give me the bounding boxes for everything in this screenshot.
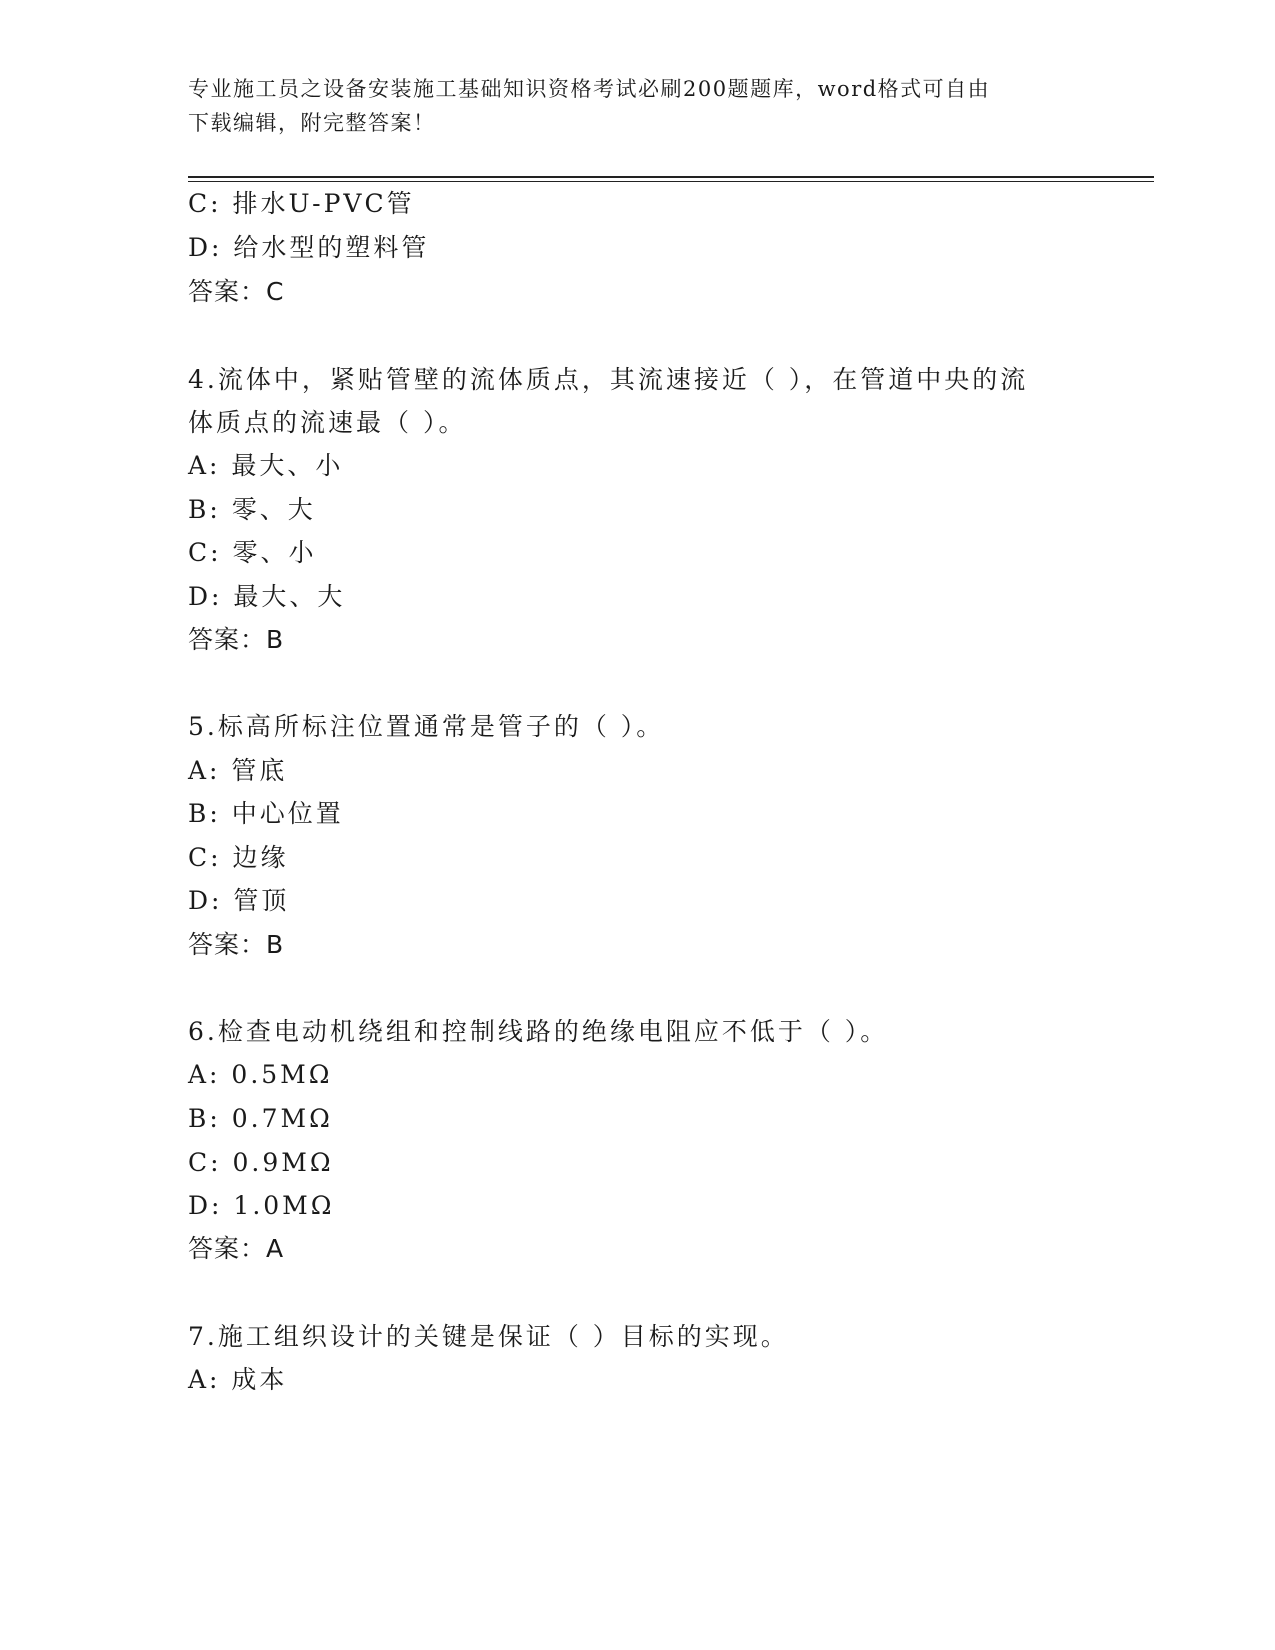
q6-option-a: A: 0.5MΩ	[188, 1060, 333, 1089]
q4-stem-line-2: 体质点的流速最（ ）。	[188, 408, 467, 437]
q6-option-c: C: 0.9MΩ	[188, 1148, 334, 1177]
q7-option-a: A: 成本	[188, 1365, 288, 1394]
q5-option-c: C: 边缘	[188, 843, 289, 872]
q6-stem: 6.检查电动机绕组和控制线路的绝缘电阻应不低于（ ）。	[188, 1017, 889, 1046]
q4-option-c: C: 零、小	[188, 538, 317, 567]
header-line-2: 下载编辑，附完整答案！	[188, 111, 436, 135]
q4-option-a: A: 最大、小	[188, 451, 344, 480]
document-header	[188, 72, 1068, 140]
q4-option-d: D: 最大、大	[188, 582, 346, 611]
q5-option-a: A: 管底	[188, 756, 288, 785]
q4-stem-line-1: 4.流体中，紧贴管壁的流体质点，其流速接近（ ），在管道中央的流	[188, 365, 1029, 394]
q4-answer: 答案：B	[188, 625, 285, 654]
q3-option-c: C: 排水U-PVC管	[188, 189, 415, 218]
header-divider	[188, 176, 1154, 182]
q6-option-d: D: 1.0MΩ	[188, 1191, 335, 1220]
q5-option-b: B: 中心位置	[188, 799, 344, 828]
q5-option-d: D: 管顶	[188, 886, 290, 915]
q5-stem: 5.标高所标注位置通常是管子的（ ）。	[188, 712, 665, 741]
q7-stem: 7.施工组织设计的关键是保证（ ）目标的实现。	[188, 1322, 789, 1351]
q3-answer: 答案：C	[188, 277, 285, 306]
q6-answer: 答案：A	[188, 1234, 285, 1263]
header-line-1: 专业施工员之设备安装施工基础知识资格考试必刷200题题库，word格式可自由	[188, 77, 991, 101]
q6-option-b: B: 0.7MΩ	[188, 1104, 333, 1133]
q4-option-b: B: 零、大	[188, 495, 316, 524]
q5-answer: 答案：B	[188, 930, 285, 959]
q3-option-d: D: 给水型的塑料管	[188, 233, 430, 262]
